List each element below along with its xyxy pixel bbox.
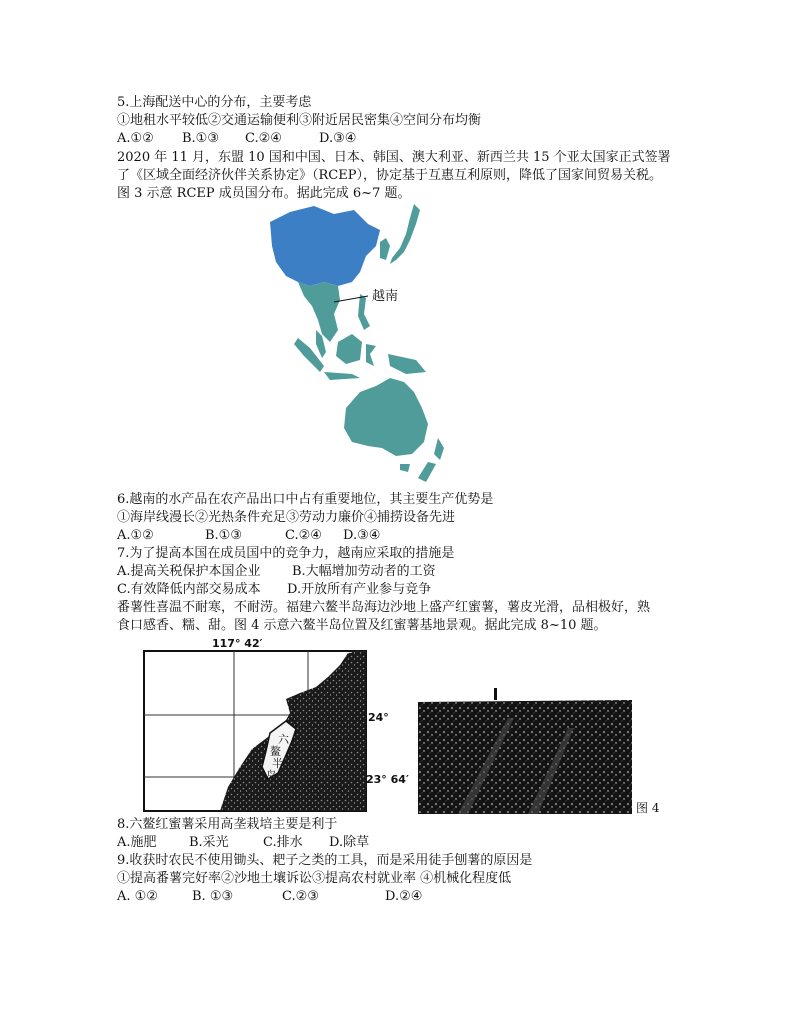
q7-options-cd xyxy=(117,581,431,598)
photo-field xyxy=(418,700,632,814)
q5-option-d: D.③④ xyxy=(319,131,357,146)
sweet-potato-field-photo xyxy=(418,658,632,814)
q8-option-b: B.采光 xyxy=(189,835,229,850)
q8-options xyxy=(117,834,369,851)
longitude-label: 117° 42′ xyxy=(212,637,263,650)
intro1-line3: 图 3 示意 RCEP 成员国分布。据此完成 6~7 题。 xyxy=(117,186,411,201)
q5-choices: ①地租水平较低②交通运输便利③附近居民密集④空间分布均衡 xyxy=(117,113,482,128)
q7-option-a: A.提高关税保护本国企业 xyxy=(117,564,261,579)
figure-caption: 图 4 xyxy=(636,801,660,815)
peninsula-label-char-2: 鳌 xyxy=(270,745,281,758)
q8-option-c: C.排水 xyxy=(263,835,303,850)
q9-option-b: B. ①③ xyxy=(192,889,234,904)
q8-stem: 8.六鳌红蜜薯采用高垄栽培主要是利于 xyxy=(117,817,338,832)
q6-option-d: D.③④ xyxy=(343,528,381,543)
q9-options xyxy=(117,888,422,905)
liuao-location-map xyxy=(140,637,416,815)
photo-sky xyxy=(418,658,632,702)
intro1-line2: 了《区域全面经济伙伴关系协定》（RCEP），协定基于互惠互利原则，降低了国家间贸易关税。 xyxy=(117,168,662,183)
q6-options xyxy=(117,527,380,544)
q9-choices: ①提高番薯完好率②沙地土壤诉讼③提高农村就业率 ④机械化程度低 xyxy=(117,871,512,886)
q5-options xyxy=(117,130,356,147)
q9-option-c: C.②③ xyxy=(282,889,319,904)
q6-stem: 6.越南的水产品在农产品出口中占有重要地位，其主要生产优势是 xyxy=(117,492,494,507)
photo-figure xyxy=(494,688,497,700)
peninsula-label-char-3: 半 xyxy=(272,757,283,770)
liuao-location-map-svg xyxy=(140,637,416,815)
q7-stem: 7.为了提高本国在成员国中的竞争力，越南应采取的措施是 xyxy=(117,546,455,561)
intro2-line1: 番薯性喜温不耐寒，不耐涝。福建六鳌半岛海边沙地上盛产红蜜薯，薯皮光滑，品相极好，熟 xyxy=(117,600,651,615)
q7-option-b: B.大幅增加劳动者的工资 xyxy=(292,564,436,579)
q6-option-c: C.②④ xyxy=(285,528,322,543)
q9-stem: 9.收获时农民不使用锄头、耙子之类的工具，而是采用徒手刨薯的原因是 xyxy=(117,853,533,868)
q5-stem: 5.上海配送中心的分布，主要考虑 xyxy=(117,95,312,110)
q7-option-c: C.有效降低内部交易成本 xyxy=(117,582,261,597)
vietnam-label: 越南 xyxy=(372,289,399,304)
q5-option-b: B.①③ xyxy=(182,131,219,146)
q8-option-d: D.除草 xyxy=(329,835,370,850)
intro1-line1: 2020 年 11 月，东盟 10 国和中国、日本、韩国、澳大利亚、新西兰共 15 个亚太国家正式签署 xyxy=(117,150,671,165)
q9-option-d: D.②④ xyxy=(385,889,423,904)
peninsula-label-char-1: 六 xyxy=(278,733,289,746)
q6-option-b: B.①③ xyxy=(205,528,242,543)
latitude-label-24: 24° xyxy=(368,711,389,724)
q6-option-a: A.①② xyxy=(117,528,154,543)
q5-option-a: A.①② xyxy=(117,131,154,146)
peninsula-label-char-4: 岛 xyxy=(266,769,277,782)
latitude-label-2364: 23° 64′ xyxy=(366,773,409,786)
q6-choices: ①海岸线漫长②光热条件充足③劳动力廉价④捕捞设备先进 xyxy=(117,510,456,525)
q7-option-d: D.开放所有产业参与竞争 xyxy=(287,582,432,597)
field-photo-svg xyxy=(418,658,632,814)
rcep-map-svg xyxy=(268,202,452,484)
rcep-map xyxy=(268,202,452,484)
q8-option-a: A.施肥 xyxy=(117,835,157,850)
q5-option-c: C.②④ xyxy=(245,131,282,146)
q9-option-a: A. ①② xyxy=(117,889,158,904)
intro2-line2: 食口感香、糯、甜。图 4 示意六鳌半岛位置及红蜜薯基地景观。据此完成 8~10 题。 xyxy=(117,618,607,633)
q7-options-ab xyxy=(117,563,436,580)
